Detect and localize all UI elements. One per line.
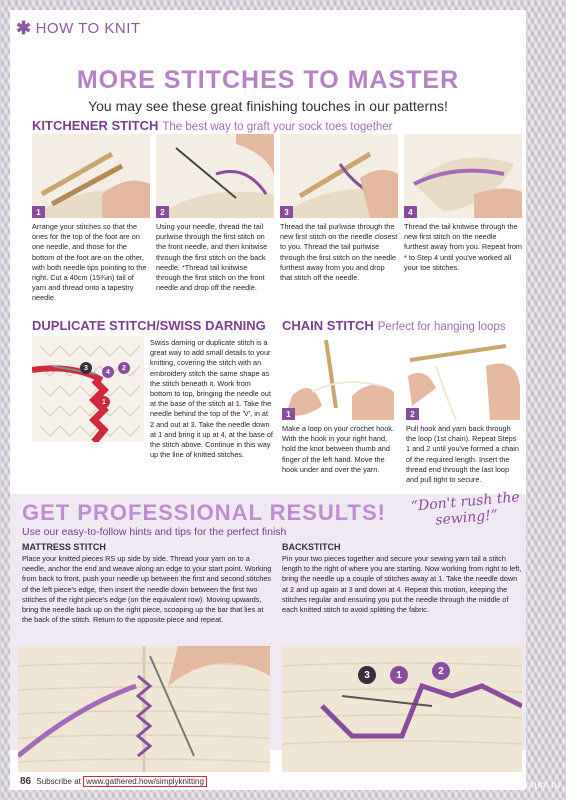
crochet-hook-illustration — [282, 336, 398, 420]
kitchener-photo-3 — [280, 134, 398, 218]
backstitch-text-part: . Take the needle down at — [282, 574, 518, 594]
page-number: 86 — [20, 776, 32, 787]
kitchener-step-4-text: Thread the tail knitwise through the new first stitch on the needle furthest away from you. Repeat from * to Step 4 until you've worked all your toe stitches. — [404, 222, 523, 272]
kitchener-heading-text: KITCHENER STITCH — [32, 118, 159, 133]
inline-marker: 4 — [396, 584, 401, 594]
subscribe-link[interactable]: www.gathered.how/simplyknitting — [83, 776, 207, 787]
marker-3: 3 — [80, 362, 92, 374]
marker-3: 3 — [358, 666, 376, 684]
kitchener-photo-4 — [404, 134, 522, 218]
section-tag — [16, 18, 141, 39]
backstitch-heading: BACKSTITCH — [282, 542, 341, 552]
chain-heading — [282, 318, 506, 333]
knitting-needles-illustration — [280, 134, 398, 218]
inline-marker: 1 — [438, 574, 443, 584]
asterisk-icon: ✱ — [16, 18, 32, 38]
duplicate-heading: DUPLICATE STITCH/SWISS DARNING — [32, 318, 266, 333]
section-tag-label: HOW TO KNIT — [35, 20, 141, 37]
chain-step-2-text: Pull hook and yarn back through the loop (1st chain). Repeat Steps 1 and 2 until you've formed a chain of the required length. Insert the thread end through the last loop and pull tight to secure. — [406, 424, 519, 485]
knitting-needles-illustration — [156, 134, 274, 218]
knitting-needles-illustration — [404, 134, 522, 218]
mattress-stitch-illustration — [18, 646, 270, 772]
duplicate-text-part: Swiss darning or duplicate stitch is a great way to add small details to your knitting, covering the stitch with an embroidery stitch the same shape as the stitch beneath it. Work from bottom to top, bringing the needle out at the base of the stitch at — [150, 338, 271, 409]
backstitch-photo — [282, 646, 522, 772]
kitchener-step-2-text: Using your needle, thread the tail purlwise through the first stitch on the front needle, and then knitwise through the first stitch on the back needle. *Thread tail knitwise through the first stitch on the front needle and drop off the needle. — [156, 222, 268, 293]
footer — [20, 776, 207, 787]
kitchener-step-1-text: Arrange your stitches so that the ones for the top of the foot are on one needle, and those for the bottom of the foot are on the other, with both needle tips pointing to the right. Cut a 40cm (15¾in) tail of yarn and thread onto a tapestry needle. — [32, 222, 147, 303]
chain-photo-1 — [282, 336, 398, 420]
inline-marker: 2 — [150, 419, 155, 429]
backstitch-text-part: Pin your two pieces together and secure your sewing yarn tail a stitch length to the right of where you are starting. Now working from right to left, bring the needle up a couple of stitches away at — [282, 554, 522, 584]
callout-script: “Don't rush the sewing!” — [410, 489, 521, 529]
backstitch-text — [282, 554, 522, 615]
professional-subtitle: Use our easy-to-follow hints and tips for the perfect finish — [22, 526, 287, 538]
kitchener-step-3-text: Thread the tail purlwise through the new first stitch on the needle closest to you. Thread the tail purlwise through the first stitch on the needle furthest away from you and drop that stitch off the needle. — [280, 222, 398, 283]
kitchener-heading — [32, 118, 393, 133]
duplicate-text-part: and out at — [154, 419, 191, 429]
step-number: 2 — [406, 408, 419, 420]
step-number: 2 — [156, 206, 169, 218]
backstitch-text-part: and up again at — [294, 584, 349, 594]
swiss-darning-illustration — [32, 336, 144, 442]
backstitch-text-part: and down at — [352, 584, 397, 594]
step-number: 3 — [280, 206, 293, 218]
chain-subheading: Perfect for hanging loops — [377, 321, 506, 333]
page-title: MORE STITCHES TO MASTER — [76, 66, 460, 94]
step-number: 1 — [282, 408, 295, 420]
kitchener-subheading: The best way to graft your sock toes together — [162, 121, 393, 133]
inline-marker: 4 — [220, 429, 225, 439]
crochet-chain-illustration — [406, 336, 522, 420]
kitchener-photo-2 — [156, 134, 274, 218]
magazine-page — [10, 10, 526, 790]
inline-marker: 3 — [190, 419, 195, 429]
marker-2: 2 — [118, 362, 130, 374]
footer-prefix: Subscribe at — [36, 777, 81, 786]
chain-heading-text: CHAIN STITCH — [282, 318, 374, 333]
backstitch-illustration — [282, 646, 522, 772]
mattress-photo — [18, 646, 270, 772]
page-subtitle: You may see these great finishing touches in our patterns! — [88, 98, 448, 114]
step-number: 1 — [32, 206, 45, 218]
professional-title: GET PROFESSIONAL RESULTS! — [22, 500, 386, 525]
chain-photo-2 — [406, 336, 522, 420]
inline-marker: 1 — [235, 399, 240, 409]
marker-1: 1 — [390, 666, 408, 684]
inline-marker: 2 — [290, 584, 295, 594]
duplicate-text-part: . Take the needle behind the top of the 'V', in at — [150, 399, 272, 419]
duplicate-text — [150, 338, 274, 460]
marker-2: 2 — [432, 662, 450, 680]
knitting-needles-illustration — [32, 134, 150, 218]
duplicate-photo — [32, 336, 144, 442]
duplicate-text-part: , at the base of the stitch above. Continue in this way up the line of knitted stitches. — [150, 429, 273, 460]
kitchener-photo-1 — [32, 134, 150, 218]
step-number: 4 — [404, 206, 417, 218]
backstitch-text-part: . Repeat this motion, keeping the stitches regular and ensuring you put the needle through the middle of each knitted stitch to avoid splitting the fabric. — [282, 584, 509, 615]
mattress-text: Place your knitted pieces RS up side by side. Thread your yarn on to a needle, anchor the end and weave along an edge to your start point. Working from back to front, push your needle up between the first and second stitches of the left piece's edge, then insert the needle down between the first two stitches of the right piece's edge (on the equivalent row). Moving upwards, bring the needle back up on the right piece, scooping up the bar that lies at the back of the stitch. Return to the opposite piece and repeat. — [22, 554, 272, 625]
marker-1: 1 — [98, 396, 110, 408]
chain-step-1-text: Make a loop on your crochet hook. With the hook in your right hand, hold the knot between thumb and finger of the left hand. Move the hook under and over the yarn. — [282, 424, 394, 474]
inline-marker: 3 — [348, 584, 353, 594]
duplicate-text-part: . Take the needle down at 1 and bring it up at — [150, 419, 270, 439]
watermark: PassionForum.ru — [483, 780, 560, 791]
mattress-heading: MATTRESS STITCH — [22, 542, 106, 552]
marker-4: 4 — [102, 366, 114, 378]
